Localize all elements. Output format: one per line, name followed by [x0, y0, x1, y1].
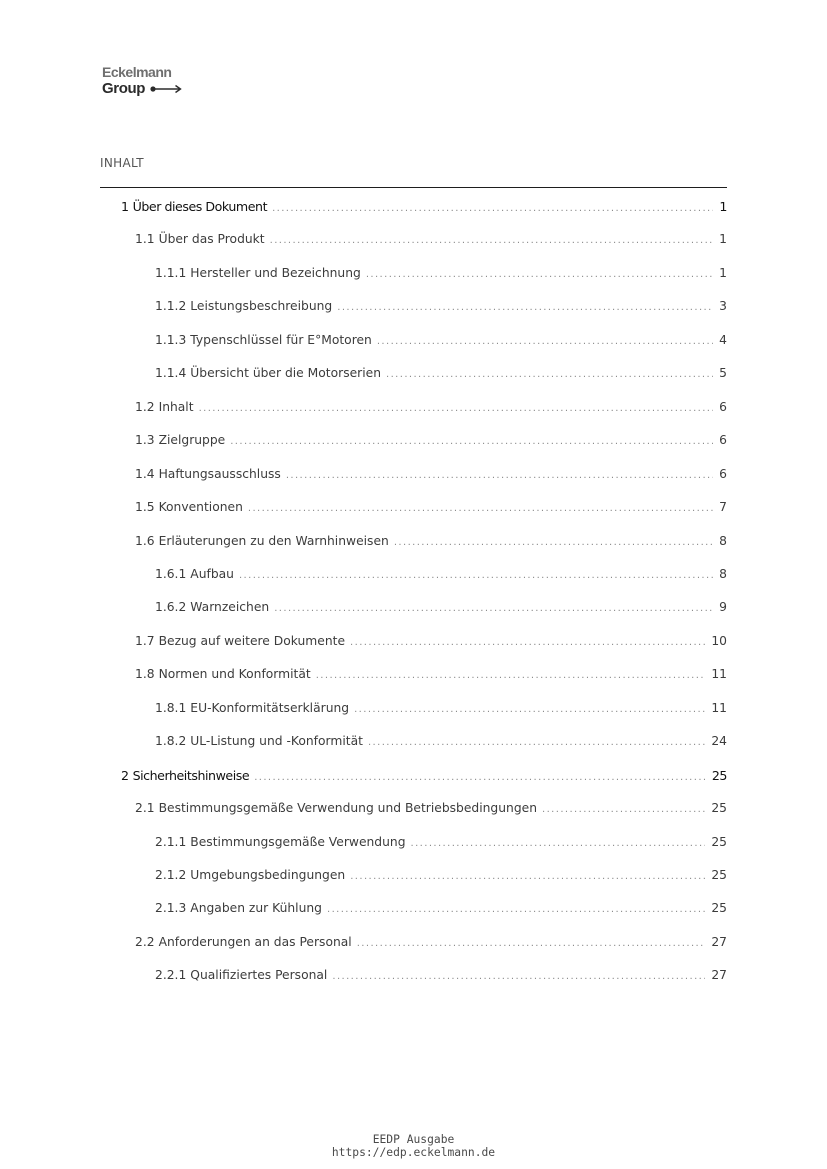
toc-entry-page: 10	[711, 634, 727, 648]
toc-entry-title: Leistungsbeschreibung	[190, 299, 333, 313]
toc-entry-title: Inhalt	[158, 400, 194, 414]
toc-entry-title: Anforderungen an das Personal	[158, 935, 352, 949]
toc-entry-title: Umgebungsbedingungen	[190, 868, 346, 882]
toc-entry-title: Warnzeichen	[190, 600, 270, 614]
toc-heading: INHALT	[100, 156, 144, 170]
toc-entry-page: 25	[711, 768, 727, 783]
toc-leader-dots	[411, 838, 706, 849]
toc-entry-page: 1	[719, 232, 727, 246]
toc-entry[interactable]	[155, 600, 727, 620]
toc-entry[interactable]	[155, 299, 727, 319]
toc-leader-dots	[270, 235, 713, 246]
toc-entry-number: 1.8.2	[155, 734, 187, 748]
toc-entry-page: 25	[711, 868, 727, 882]
toc-leader-dots	[274, 603, 713, 614]
toc-entry[interactable]	[121, 768, 727, 788]
logo-text-eckelmann: Eckelmann	[102, 64, 172, 80]
toc-entry-number: 1	[121, 199, 129, 214]
toc-entry[interactable]	[155, 835, 727, 855]
toc-entry-page: 7	[719, 500, 727, 514]
toc-entry-page: 25	[711, 835, 727, 849]
footer-edition: EEDP Ausgabe	[372, 1133, 455, 1146]
toc-entry-page: 6	[719, 467, 727, 481]
toc-entry-number: 2.1.3	[155, 901, 187, 915]
toc-entry-title: Sicherheitshinweise	[132, 768, 250, 783]
toc-entry-number: 1.1.4	[155, 366, 187, 380]
footer-url: https://edp.eckelmann.de	[331, 1146, 496, 1159]
toc-entry[interactable]	[121, 199, 727, 219]
toc-entry-number: 1.1.1	[155, 266, 187, 280]
toc-entry-title: Haftungsausschluss	[158, 467, 281, 481]
toc-entry-number: 1.1.2	[155, 299, 187, 313]
toc-leader-dots	[354, 704, 705, 715]
toc-entry[interactable]	[135, 400, 727, 420]
toc-leader-dots	[230, 436, 713, 447]
toc-leader-dots	[272, 203, 713, 214]
toc-leader-dots	[286, 470, 713, 481]
toc-leader-dots	[248, 503, 713, 514]
toc-entry-number: 1.6	[135, 534, 155, 548]
toc-entry-number: 2.1	[135, 801, 155, 815]
toc-entry-page: 9	[719, 600, 727, 614]
toc-entry[interactable]	[135, 467, 727, 487]
toc-entry[interactable]	[135, 935, 727, 955]
toc-entry-number: 1.1.3	[155, 333, 187, 347]
toc-entry-page: 1	[719, 266, 727, 280]
toc-entry[interactable]	[155, 901, 727, 921]
toc-entry-page: 11	[711, 667, 727, 681]
toc-entry-number: 1.3	[135, 433, 155, 447]
toc-entry[interactable]	[135, 433, 727, 453]
toc-entry-title: Bestimmungsgemäße Verwendung und Betriebsbedingungen	[158, 801, 537, 815]
toc-entry-title: Normen und Konformität	[158, 667, 311, 681]
toc-entry[interactable]	[135, 232, 727, 252]
toc-entry-title: EU-Konformitätserklärung	[190, 701, 350, 715]
toc-entry-title: Konventionen	[158, 500, 243, 514]
toc-entry-title: Hersteller und Bezeichnung	[190, 266, 361, 280]
toc-entry-page: 1	[719, 199, 727, 214]
toc-entry-title: Aufbau	[190, 567, 234, 581]
toc-leader-dots	[350, 637, 705, 648]
toc-entry-number: 1.4	[135, 467, 155, 481]
toc-entry-number: 2.1.2	[155, 868, 187, 882]
toc-entry-page: 4	[719, 333, 727, 347]
toc-leader-dots	[542, 804, 705, 815]
toc-entry-number: 1.5	[135, 500, 155, 514]
toc-leader-dots	[350, 871, 705, 882]
toc-leader-dots	[377, 336, 713, 347]
toc-entry-number: 2.1.1	[155, 835, 187, 849]
toc-entry-page: 6	[719, 400, 727, 414]
logo-text-group: Group	[102, 80, 145, 97]
toc-entry-page: 25	[711, 901, 727, 915]
toc-entry[interactable]	[155, 366, 727, 386]
toc-entry[interactable]	[155, 333, 727, 353]
toc-leader-dots	[366, 269, 713, 280]
toc-leader-dots	[254, 772, 706, 783]
toc-entry[interactable]	[135, 500, 727, 520]
toc-entry[interactable]	[155, 868, 727, 888]
toc-entry-page: 8	[719, 567, 727, 581]
toc-entry-title: UL-Listung und -Konformität	[190, 734, 363, 748]
toc-entry-title: Zielgruppe	[158, 433, 226, 447]
toc-entry[interactable]	[155, 734, 727, 754]
toc-entry-page: 27	[711, 935, 727, 949]
toc-entry[interactable]	[135, 667, 727, 687]
toc-entry[interactable]	[135, 534, 727, 554]
toc-entry-title: Über dieses Dokument	[132, 199, 268, 214]
toc-entry-title: Übersicht über die Motorserien	[190, 366, 381, 380]
toc-leader-dots	[357, 938, 706, 949]
toc-entry[interactable]	[155, 567, 727, 587]
toc-leader-dots	[316, 670, 706, 681]
toc-leader-dots	[199, 403, 713, 414]
toc-entry-number: 1.7	[135, 634, 155, 648]
toc-entry-title: Bestimmungsgemäße Verwendung	[190, 835, 406, 849]
toc-leader-dots	[337, 302, 713, 313]
toc-entry-page: 24	[711, 734, 727, 748]
toc-entry[interactable]	[135, 801, 727, 821]
toc-entry[interactable]	[155, 266, 727, 286]
toc-entry[interactable]	[135, 634, 727, 654]
toc-entry-page: 25	[711, 801, 727, 815]
toc-entry-title: Über das Produkt	[158, 232, 265, 246]
toc-leader-dots	[239, 570, 713, 581]
toc-entry-number: 1.2	[135, 400, 155, 414]
toc-entry-number: 2	[121, 768, 129, 783]
toc-leader-dots	[368, 737, 705, 748]
toc-entry-number: 1.6.2	[155, 600, 187, 614]
toc-entry-number: 1.8	[135, 667, 155, 681]
toc-entry-number: 1.8.1	[155, 701, 187, 715]
toc-entry-number: 2.2.1	[155, 968, 187, 982]
toc-leader-dots	[327, 904, 705, 915]
toc-leader-dots	[332, 971, 705, 982]
toc-entry-title: Bezug auf weitere Dokumente	[158, 634, 346, 648]
toc-entry-page: 11	[711, 701, 727, 715]
toc-entry-page: 27	[711, 968, 727, 982]
toc-leader-dots	[394, 537, 713, 548]
toc-entry-title: Qualifiziertes Personal	[190, 968, 328, 982]
toc-entry[interactable]	[155, 968, 727, 988]
toc-entry-page: 8	[719, 534, 727, 548]
toc-entry-page: 6	[719, 433, 727, 447]
toc-entry-title: Angaben zur Kühlung	[190, 901, 322, 915]
toc-entry-number: 2.2	[135, 935, 155, 949]
toc-entry-page: 3	[719, 299, 727, 313]
toc-entry-title: Erläuterungen zu den Warnhinweisen	[158, 534, 389, 548]
toc-entry-number: 1.1	[135, 232, 155, 246]
toc-entry[interactable]	[155, 701, 727, 721]
toc-leader-dots	[386, 369, 713, 380]
toc-entry-number: 1.6.1	[155, 567, 187, 581]
toc-entry-title: Typenschlüssel für E°Motoren	[190, 333, 372, 347]
toc-entry-page: 5	[719, 366, 727, 380]
page-footer	[0, 1133, 827, 1159]
